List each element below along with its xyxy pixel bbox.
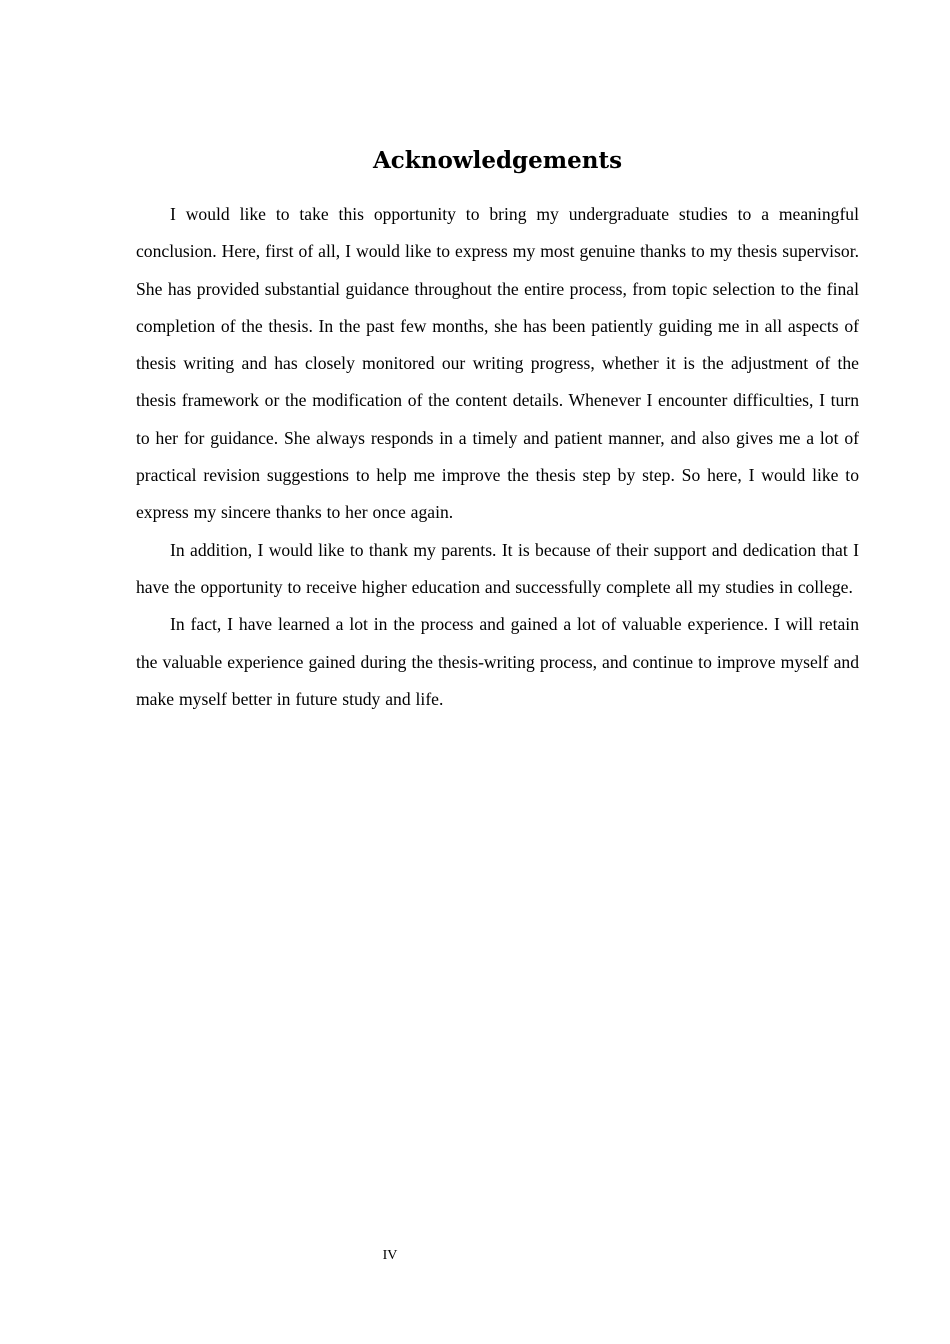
page-number: IV (382, 1248, 398, 1263)
paragraph-thanks-parents: In addition, I would like to thank my parents. It is because of their support and dedication that I have the opportunity to receive higher education and successfully complete all my studies in college. (136, 539, 859, 597)
paragraph-thanks-supervisor: I would like to take this opportunity to bring my undergraduate studies to a meaningful conclusion. Here, first of all, I would like to express my most genuine thanks to my thesis supervisor. She has provided substantial guidance throughout the entire process, from topic selection to the final completion of the thesis. In the past few months, she has been patiently guiding me in all aspects of thesis writing and has closely monitored our writing progress, whether it is the adjustment of the thesis framework or the modification of the content details. Whenever I encounter difficulties, I turn to her for guidance. She always responds in a timely and patient manner, and also gives me a lot of practical revision suggestions to help me improve the thesis step by step. So here, I would like to express my sincere thanks to her once again. (136, 204, 859, 523)
page-title: Acknowledgements (372, 147, 623, 174)
paragraph-conclusion: In fact, I have learned a lot in the process and gained a lot of valuable experience. I will retain the valuable experience gained during the thesis-writing process, and continue to improve myself and make myself better in future study and life. (136, 614, 859, 709)
document-body (136, 196, 859, 718)
